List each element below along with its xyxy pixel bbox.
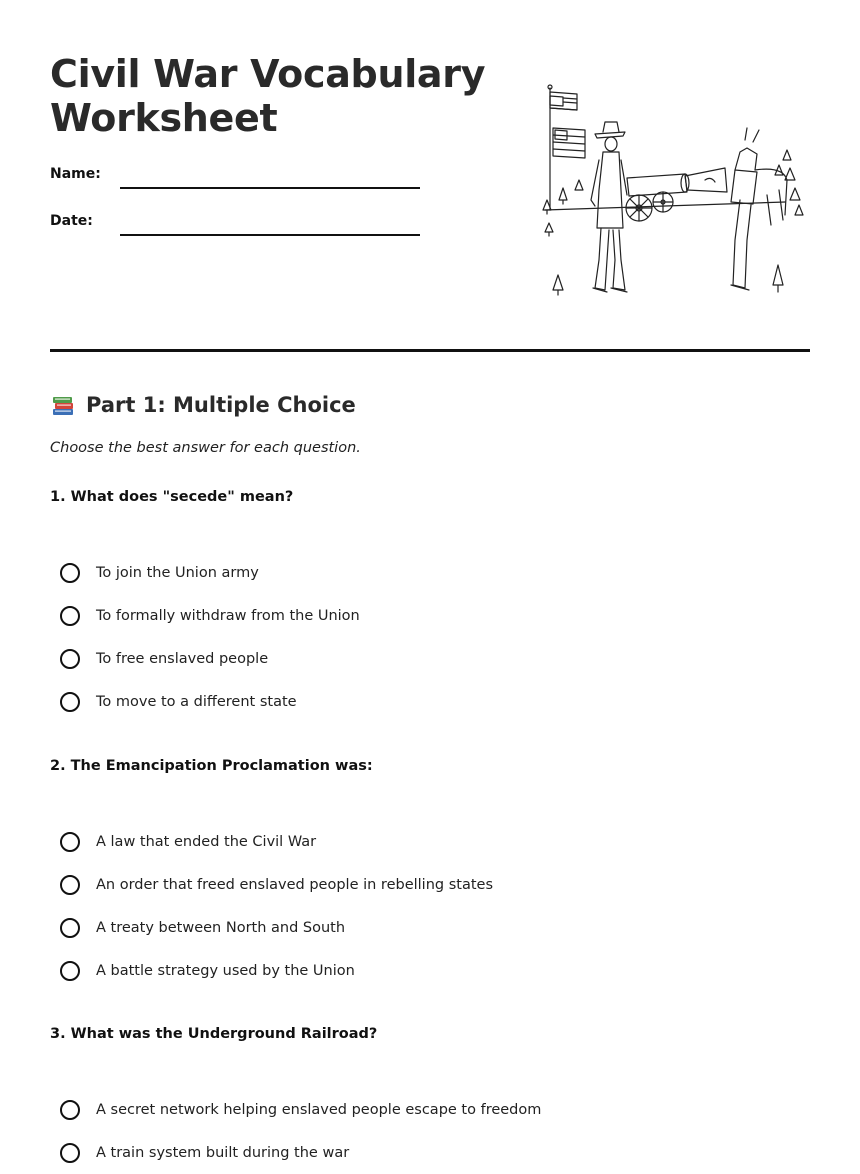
- question-text: 1. What does "secede" mean?: [50, 489, 294, 505]
- title-line-2: Worksheet: [50, 96, 278, 140]
- date-label: Date:: [50, 213, 93, 229]
- question-text: 3. What was the Underground Railroad?: [50, 1026, 378, 1042]
- answer-option[interactable]: [60, 906, 493, 949]
- answer-option[interactable]: [60, 637, 360, 680]
- header-divider: [50, 349, 810, 352]
- radio-button[interactable]: [60, 692, 80, 712]
- option-label: To free enslaved people: [96, 650, 269, 667]
- radio-button[interactable]: [60, 918, 80, 938]
- option-label: A train system built during the war: [96, 1144, 350, 1161]
- question-3: [50, 1024, 810, 1161]
- name-line[interactable]: [120, 187, 420, 189]
- option-label: An order that freed enslaved people in rebelling states: [96, 876, 493, 893]
- answer-option[interactable]: [60, 594, 360, 637]
- answer-option[interactable]: [60, 949, 493, 992]
- option-label: A treaty between North and South: [96, 919, 346, 936]
- radio-button[interactable]: [60, 563, 80, 583]
- answer-options: [60, 551, 360, 723]
- option-label: A secret network helping enslaved people escape to freedom: [96, 1101, 542, 1118]
- name-label: Name:: [50, 166, 101, 182]
- question-2: [50, 756, 810, 979]
- answer-options: [60, 820, 493, 992]
- radio-button[interactable]: [60, 1100, 80, 1120]
- date-field[interactable]: [50, 207, 420, 237]
- question-1: [50, 487, 810, 710]
- civil-war-illustration: [535, 80, 810, 305]
- option-label: A law that ended the Civil War: [96, 833, 317, 850]
- question-text: 2. The Emancipation Proclamation was:: [50, 758, 373, 774]
- part1-heading-text: Part 1: Multiple Choice: [86, 393, 356, 417]
- worksheet-page: [50, 0, 810, 1161]
- radio-button[interactable]: [60, 649, 80, 669]
- answer-option[interactable]: [60, 1131, 541, 1174]
- answer-option[interactable]: [60, 863, 493, 906]
- part1-heading: [50, 388, 356, 422]
- radio-button[interactable]: [60, 1143, 80, 1163]
- title-line-1: Civil War Vocabulary: [50, 52, 486, 96]
- part1-instructions: Choose the best answer for each question.: [50, 440, 361, 456]
- radio-button[interactable]: [60, 961, 80, 981]
- answer-option[interactable]: [60, 1088, 541, 1131]
- answer-option[interactable]: [60, 680, 360, 723]
- date-line[interactable]: [120, 234, 420, 236]
- books-icon: [50, 392, 76, 418]
- option-label: To move to a different state: [96, 693, 297, 710]
- option-label: A battle strategy used by the Union: [96, 962, 355, 979]
- radio-button[interactable]: [60, 875, 80, 895]
- answer-option[interactable]: [60, 551, 360, 594]
- answer-option[interactable]: [60, 820, 493, 863]
- answer-options: [60, 1088, 541, 1174]
- radio-button[interactable]: [60, 606, 80, 626]
- option-label: To formally withdraw from the Union: [96, 607, 360, 624]
- page-title: [50, 52, 520, 140]
- name-field[interactable]: [50, 160, 420, 190]
- option-label: To join the Union army: [96, 564, 259, 581]
- radio-button[interactable]: [60, 832, 80, 852]
